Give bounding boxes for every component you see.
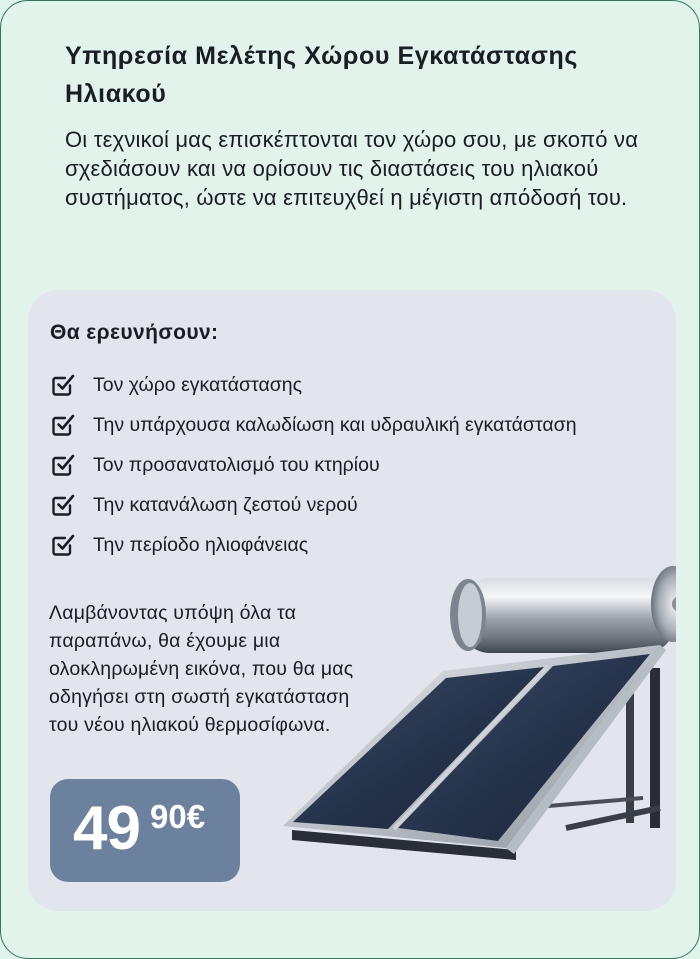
checklist-item xyxy=(50,405,577,445)
checklist-item-label: Την κατανάλωση ζεστού νερού xyxy=(93,493,358,516)
price-whole: 49 xyxy=(73,794,140,863)
checkbox-checked-icon xyxy=(50,532,76,558)
page-title: Υπηρεσία Μελέτης Χώρου Εγκατάστασης Ηλιακού xyxy=(65,42,578,108)
checklist-item-label: Την υπάρχουσα καλωδίωση και υδραυλική εγκατάσταση xyxy=(93,413,577,436)
checkbox-checked-icon xyxy=(50,372,76,398)
solar-water-heater-image xyxy=(248,558,676,888)
checkbox-checked-icon xyxy=(50,412,76,438)
checkbox-checked-icon xyxy=(50,492,76,518)
price-fraction: 90€ xyxy=(150,798,206,835)
checkbox-checked-icon xyxy=(50,452,76,478)
checklist-item xyxy=(50,445,577,485)
intro-paragraph: Οι τεχνικοί μας επισκέπτονται τον χώρο σου, με σκοπό να σχεδιάσουν και να ορίσουν τις διαστάσεις του ηλιακού συστήματος, ώστε να επιτευχθεί η μέγιστη απόδοσή του. xyxy=(65,127,639,210)
checklist-heading: Θα ερευνήσουν: xyxy=(50,321,219,344)
checklist-item-label: Τον χώρο εγκατάστασης xyxy=(93,373,303,396)
checklist-item xyxy=(50,365,577,405)
checklist-item-label: Τον προσανατολισμό του κτηρίου xyxy=(93,453,380,476)
checklist-item-label: Την περίοδο ηλιοφάνειας xyxy=(93,533,309,556)
checklist-item xyxy=(50,485,577,525)
summary-paragraph: Λαμβάνοντας υπόψη όλα τα παραπάνω, θα έχουμε μια ολοκληρωμένη εικόνα, που θα μας οδηγήσει στη σωστή εγκατάσταση του νέου ηλιακού θερμοσίφωνα. xyxy=(49,602,354,736)
details-panel xyxy=(28,290,676,911)
checklist xyxy=(50,365,577,565)
price-badge xyxy=(50,779,240,882)
